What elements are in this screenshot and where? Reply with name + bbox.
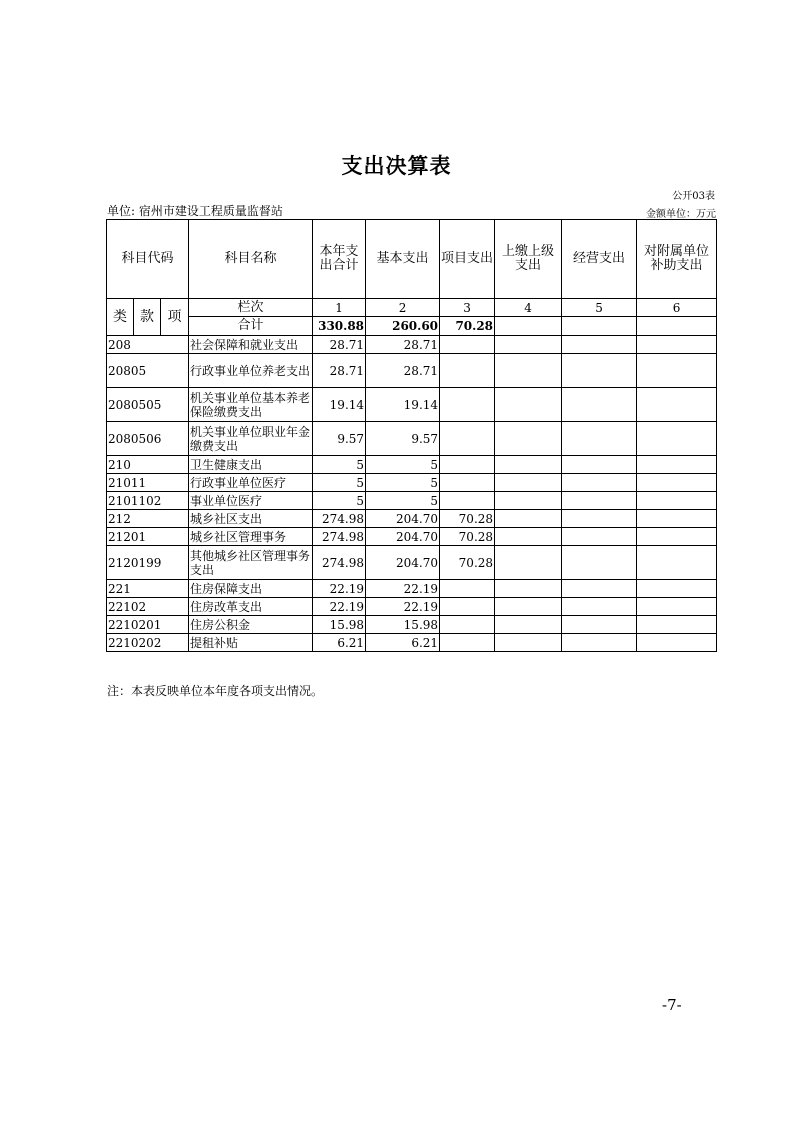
- row-name: 事业单位医疗: [189, 492, 313, 510]
- row-upper: [495, 422, 562, 456]
- row-business: [562, 616, 637, 634]
- row-name: 行政事业单位医疗: [189, 474, 313, 492]
- table-row: [107, 580, 717, 598]
- column-no-2: 2: [366, 299, 440, 317]
- row-code: 2080505: [107, 388, 189, 422]
- table-row: [107, 456, 717, 474]
- row-business: [562, 388, 637, 422]
- row-code: 2210201: [107, 616, 189, 634]
- row-basic: 9.57: [366, 422, 440, 456]
- row-basic: 5: [366, 456, 440, 474]
- page-number: -7-: [662, 996, 682, 1014]
- row-project: [440, 474, 495, 492]
- unit-label: 单位: 宿州市建设工程质量监督站: [107, 204, 283, 218]
- total-project: 70.28: [440, 317, 495, 336]
- row-project: [440, 388, 495, 422]
- row-name: 城乡社区支出: [189, 510, 313, 528]
- sub-header-xiang: 项: [161, 299, 189, 336]
- column-no-4: 4: [495, 299, 562, 317]
- row-total: 9.57: [313, 422, 366, 456]
- row-subsidy: [637, 422, 717, 456]
- row-code: 210: [107, 456, 189, 474]
- row-total: 5: [313, 456, 366, 474]
- row-basic: 22.19: [366, 580, 440, 598]
- row-business: [562, 510, 637, 528]
- row-subsidy: [637, 510, 717, 528]
- row-upper: [495, 634, 562, 652]
- row-code: 212: [107, 510, 189, 528]
- row-subsidy: [637, 456, 717, 474]
- row-total: 274.98: [313, 510, 366, 528]
- row-name: 机关事业单位职业年金缴费支出: [189, 422, 313, 456]
- row-name: 住房保障支出: [189, 580, 313, 598]
- row-upper: [495, 528, 562, 546]
- row-project: [440, 422, 495, 456]
- header-business: 经营支出: [562, 220, 637, 299]
- row-business: [562, 474, 637, 492]
- row-business: [562, 422, 637, 456]
- row-total: 5: [313, 474, 366, 492]
- row-total: 19.14: [313, 388, 366, 422]
- row-subsidy: [637, 354, 717, 388]
- row-code: 2080506: [107, 422, 189, 456]
- row-upper: [495, 510, 562, 528]
- row-code: 208: [107, 336, 189, 354]
- row-name: 住房改革支出: [189, 598, 313, 616]
- column-no-1: 1: [313, 299, 366, 317]
- row-project: [440, 354, 495, 388]
- expenditure-table: [106, 219, 717, 652]
- column-number-row: [107, 299, 717, 317]
- total-subsidy: [637, 317, 717, 336]
- row-business: [562, 634, 637, 652]
- header-subsidy: 对附属单位补助支出: [637, 220, 717, 299]
- row-upper: [495, 580, 562, 598]
- row-project: 70.28: [440, 510, 495, 528]
- row-code: 21011: [107, 474, 189, 492]
- row-total: 274.98: [313, 528, 366, 546]
- row-upper: [495, 354, 562, 388]
- amount-unit: 金额单位：万元: [646, 209, 716, 220]
- header-name: 科目名称: [189, 220, 313, 299]
- table-row: [107, 492, 717, 510]
- row-upper: [495, 546, 562, 580]
- table-row: [107, 598, 717, 616]
- header-total: 本年支出合计: [313, 220, 366, 299]
- row-code: 22102: [107, 598, 189, 616]
- row-upper: [495, 492, 562, 510]
- row-total: 274.98: [313, 546, 366, 580]
- row-total: 15.98: [313, 616, 366, 634]
- table-row: [107, 388, 717, 422]
- row-project: [440, 580, 495, 598]
- row-total: 5: [313, 492, 366, 510]
- row-total: 28.71: [313, 336, 366, 354]
- row-project: [440, 336, 495, 354]
- sub-header-kuan: 款: [134, 299, 161, 336]
- row-subsidy: [637, 474, 717, 492]
- row-name: 行政事业单位养老支出: [189, 354, 313, 388]
- row-upper: [495, 456, 562, 474]
- row-business: [562, 598, 637, 616]
- row-name: 社会保障和就业支出: [189, 336, 313, 354]
- row-basic: 6.21: [366, 634, 440, 652]
- column-no-label: 栏次: [189, 299, 313, 317]
- row-business: [562, 580, 637, 598]
- row-business: [562, 336, 637, 354]
- row-subsidy: [637, 492, 717, 510]
- row-business: [562, 546, 637, 580]
- row-subsidy: [637, 616, 717, 634]
- total-label: 合计: [189, 317, 313, 336]
- total-business: [562, 317, 637, 336]
- header-project: 项目支出: [440, 220, 495, 299]
- row-basic: 5: [366, 492, 440, 510]
- row-upper: [495, 616, 562, 634]
- row-business: [562, 492, 637, 510]
- row-name: 卫生健康支出: [189, 456, 313, 474]
- row-subsidy: [637, 634, 717, 652]
- total-amount: 330.88: [313, 317, 366, 336]
- row-name: 城乡社区管理事务: [189, 528, 313, 546]
- row-name: 机关事业单位基本养老保险缴费支出: [189, 388, 313, 422]
- row-name: 提租补贴: [189, 634, 313, 652]
- row-project: [440, 456, 495, 474]
- table-note: 注：本表反映单位本年度各项支出情况。: [107, 684, 324, 698]
- row-basic: 28.71: [366, 336, 440, 354]
- row-basic: 28.71: [366, 354, 440, 388]
- row-business: [562, 354, 637, 388]
- row-name: 住房公积金: [189, 616, 313, 634]
- row-upper: [495, 336, 562, 354]
- total-basic: 260.60: [366, 317, 440, 336]
- row-subsidy: [637, 388, 717, 422]
- unit-line: [107, 202, 716, 218]
- row-basic: 204.70: [366, 528, 440, 546]
- row-basic: 204.70: [366, 510, 440, 528]
- row-total: 22.19: [313, 598, 366, 616]
- row-total: 28.71: [313, 354, 366, 388]
- table-row: [107, 510, 717, 528]
- table-row: [107, 616, 717, 634]
- row-basic: 204.70: [366, 546, 440, 580]
- total-upper: [495, 317, 562, 336]
- header-basic: 基本支出: [366, 220, 440, 299]
- row-business: [562, 528, 637, 546]
- row-subsidy: [637, 546, 717, 580]
- row-upper: [495, 474, 562, 492]
- column-no-6: 6: [637, 299, 717, 317]
- total-row: [107, 317, 717, 336]
- header-upper: 上缴上级支出: [495, 220, 562, 299]
- row-code: 20805: [107, 354, 189, 388]
- row-code: 2210202: [107, 634, 189, 652]
- row-basic: 5: [366, 474, 440, 492]
- row-project: [440, 616, 495, 634]
- row-upper: [495, 598, 562, 616]
- sub-header-lei: 类: [107, 299, 134, 336]
- row-name: 其他城乡社区管理事务支出: [189, 546, 313, 580]
- row-subsidy: [637, 598, 717, 616]
- row-project: [440, 492, 495, 510]
- row-total: 22.19: [313, 580, 366, 598]
- row-code: 21201: [107, 528, 189, 546]
- table-row: [107, 474, 717, 492]
- row-project: 70.28: [440, 528, 495, 546]
- column-no-5: 5: [562, 299, 637, 317]
- row-subsidy: [637, 580, 717, 598]
- row-upper: [495, 388, 562, 422]
- table-row: [107, 422, 717, 456]
- header-row: [107, 220, 717, 299]
- table-row: [107, 546, 717, 580]
- row-basic: 19.14: [366, 388, 440, 422]
- row-subsidy: [637, 336, 717, 354]
- row-code: 221: [107, 580, 189, 598]
- row-project: 70.28: [440, 546, 495, 580]
- row-total: 6.21: [313, 634, 366, 652]
- row-basic: 15.98: [366, 616, 440, 634]
- page-title: 支出决算表: [341, 154, 452, 178]
- row-business: [562, 456, 637, 474]
- row-project: [440, 634, 495, 652]
- table-row: [107, 336, 717, 354]
- row-code: 2101102: [107, 492, 189, 510]
- row-basic: 22.19: [366, 598, 440, 616]
- table-row: [107, 634, 717, 652]
- column-no-3: 3: [440, 299, 495, 317]
- table-row: [107, 528, 717, 546]
- table-row: [107, 354, 717, 388]
- row-code: 2120199: [107, 546, 189, 580]
- header-code: 科目代码: [107, 220, 189, 299]
- table-code: 公开03表: [672, 191, 715, 202]
- row-project: [440, 598, 495, 616]
- row-subsidy: [637, 528, 717, 546]
